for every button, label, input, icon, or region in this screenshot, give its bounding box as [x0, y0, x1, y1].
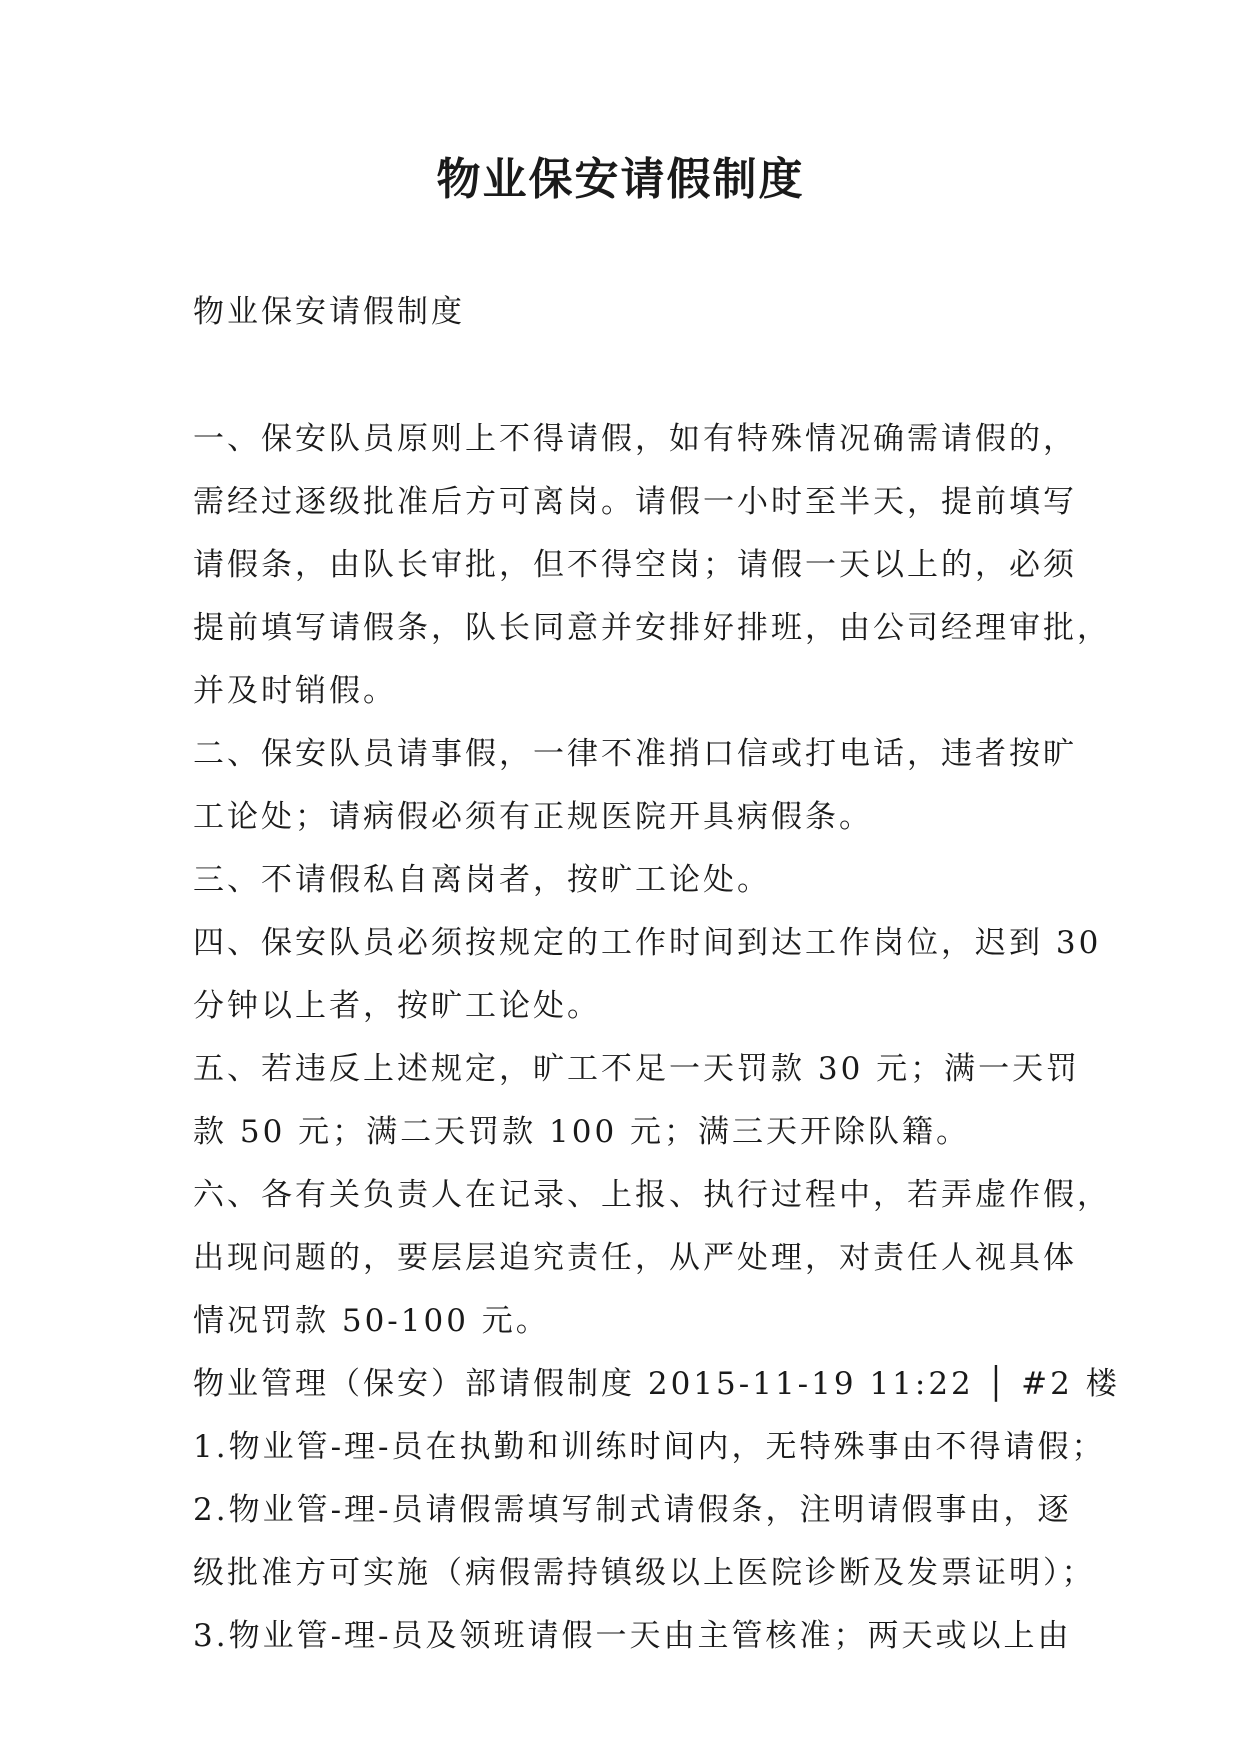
body-line: 需经过逐级批准后方可离岗。请假一小时至半天，提前填写: [193, 484, 1077, 520]
body-line: 提前填写请假条，队长同意并安排好排班，由公司经理审批，: [193, 610, 1111, 646]
body-line: 五、若违反上述规定，旷工不足一天罚款 30 元；满一天罚: [193, 1051, 1081, 1087]
body-line: 3.物业管-理-员及领班请假一天由主管核准；两天或以上由: [193, 1618, 1072, 1654]
body-line: 1.物业管-理-员在执勤和训练时间内，无特殊事由不得请假；: [193, 1429, 1106, 1465]
body-line: 2.物业管-理-员请假需填写制式请假条，注明请假事由，逐: [193, 1492, 1072, 1528]
document-body: [193, 408, 1120, 1668]
document-subtitle: 物业保安请假制度: [193, 294, 465, 330]
body-line: 款 50 元；满二天罚款 100 元；满三天开除队籍。: [193, 1114, 971, 1150]
body-line: 级批准方可实施（病假需持镇级以上医院诊断及发票证明）；: [193, 1555, 1096, 1591]
body-line: 并及时销假。: [193, 673, 397, 709]
body-line: 请假条，由队长审批，但不得空岗；请假一天以上的，必须: [193, 547, 1077, 583]
body-line: 一、保安队员原则上不得请假，如有特殊情况确需请假的，: [193, 421, 1077, 457]
body-line: 物业管理（保安）部请假制度 2015-11-19 11:22 │ #2 楼: [193, 1366, 1120, 1402]
body-line: 六、各有关负责人在记录、上报、执行过程中，若弄虚作假，: [193, 1177, 1111, 1213]
body-line: 情况罚款 50-100 元。: [193, 1303, 550, 1339]
body-line: 三、不请假私自离岗者，按旷工论处。: [193, 862, 771, 898]
body-line: 四、保安队员必须按规定的工作时间到达工作岗位，迟到 30: [193, 925, 1102, 961]
body-line: 工论处；请病假必须有正规医院开具病假条。: [193, 799, 873, 835]
body-line: 二、保安队员请事假，一律不准捎口信或打电话，违者按旷: [193, 736, 1077, 772]
document-title: 物业保安请假制度: [436, 154, 805, 205]
body-line: 出现问题的，要层层追究责任，从严处理，对责任人视具体: [193, 1240, 1077, 1276]
body-line: 分钟以上者，按旷工论处。: [193, 988, 601, 1024]
